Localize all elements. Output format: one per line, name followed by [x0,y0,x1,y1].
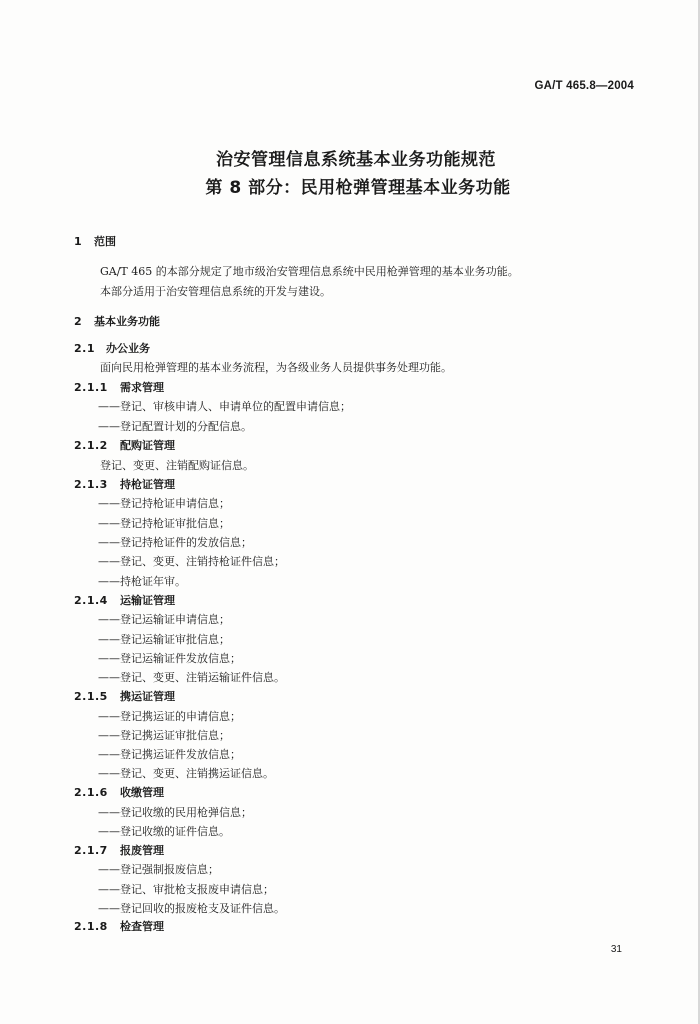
section-2-1-heading [74,340,150,356]
document-title-line2: 第 8 部分：民用枪弹管理基本业务功能 [205,178,511,198]
section-2-1-7-heading [74,842,164,858]
list-item: ——登记持枪证件的发放信息； [98,536,252,549]
list-item: ——登记回收的报废枪支及证件信息。 [98,902,285,915]
section-title: 办公业务 [106,342,150,355]
standard-code: GA/T 465.8—2004 [534,80,634,92]
section-number: 2.1.4 [74,594,108,607]
section-2-1-8-heading [74,918,164,934]
section-number: 2.1.3 [74,478,108,491]
list-item: ——登记运输证审批信息； [98,633,230,646]
list-item: ——登记携运证件发放信息； [98,748,241,761]
list-item: ——登记、审核申请人、申请单位的配置申请信息； [98,400,351,413]
list-item: ——登记、变更、注销携运证信息。 [98,767,274,780]
section-title: 收缴管理 [120,786,164,799]
section-title: 持枪证管理 [120,478,175,491]
paragraph: GA/T 465 的本部分规定了地市级治安管理信息系统中民用枪弹管理的基本业务功能。 [100,265,519,278]
list-item: ——登记收缴的证件信息。 [98,825,230,838]
section-title: 范围 [94,235,116,248]
list-item: ——登记、变更、注销持枪证件信息； [98,555,285,568]
section-2-1-4-heading [74,592,175,608]
section-number: 2 [74,315,82,328]
document-title-line1: 治安管理信息系统基本业务功能规范 [216,150,496,170]
list-item: ——登记配置计划的分配信息。 [98,420,252,433]
section-2-1-1-heading [74,379,164,395]
section-title: 配购证管理 [120,439,175,452]
list-item: ——登记运输证件发放信息； [98,652,241,665]
section-title: 检查管理 [120,920,164,933]
section-number: 2.1.7 [74,844,108,857]
section-number: 2.1 [74,342,95,355]
section-number: 2.1.6 [74,786,108,799]
section-2-1-6-heading [74,784,164,800]
section-title: 运输证管理 [120,594,175,607]
section-2-1-2-heading [74,437,175,453]
paragraph: 本部分适用于治安管理信息系统的开发与建设。 [100,285,331,298]
paragraph: 面向民用枪弹管理的基本业务流程，为各级业务人员提供事务处理功能。 [100,361,452,374]
list-item: ——登记持枪证审批信息； [98,517,230,530]
section-number: 1 [74,235,82,248]
section-1-heading [74,233,116,249]
section-title: 需求管理 [120,381,164,394]
page-number: 31 [610,944,622,955]
list-item: ——登记收缴的民用枪弹信息； [98,806,252,819]
section-number: 2.1.8 [74,920,108,933]
section-2-heading [74,313,160,329]
list-item: ——登记携运证的申请信息； [98,710,241,723]
section-title: 携运证管理 [120,690,175,703]
list-item: ——登记持枪证申请信息； [98,497,230,510]
section-number: 2.1.5 [74,690,108,703]
list-item: ——登记、变更、注销运输证件信息。 [98,671,285,684]
section-number: 2.1.1 [74,381,108,394]
section-title: 报废管理 [120,844,164,857]
list-item: ——登记运输证申请信息； [98,613,230,626]
section-2-1-3-heading [74,476,175,492]
paragraph: 登记、变更、注销配购证信息。 [100,459,254,472]
section-title: 基本业务功能 [94,315,160,328]
list-item: ——登记强制报废信息； [98,863,219,876]
list-item: ——登记、审批枪支报废申请信息； [98,883,274,896]
section-number: 2.1.2 [74,439,108,452]
list-item: ——登记携运证审批信息； [98,729,230,742]
section-2-1-5-heading [74,688,175,704]
list-item: ——持枪证年审。 [98,575,186,588]
